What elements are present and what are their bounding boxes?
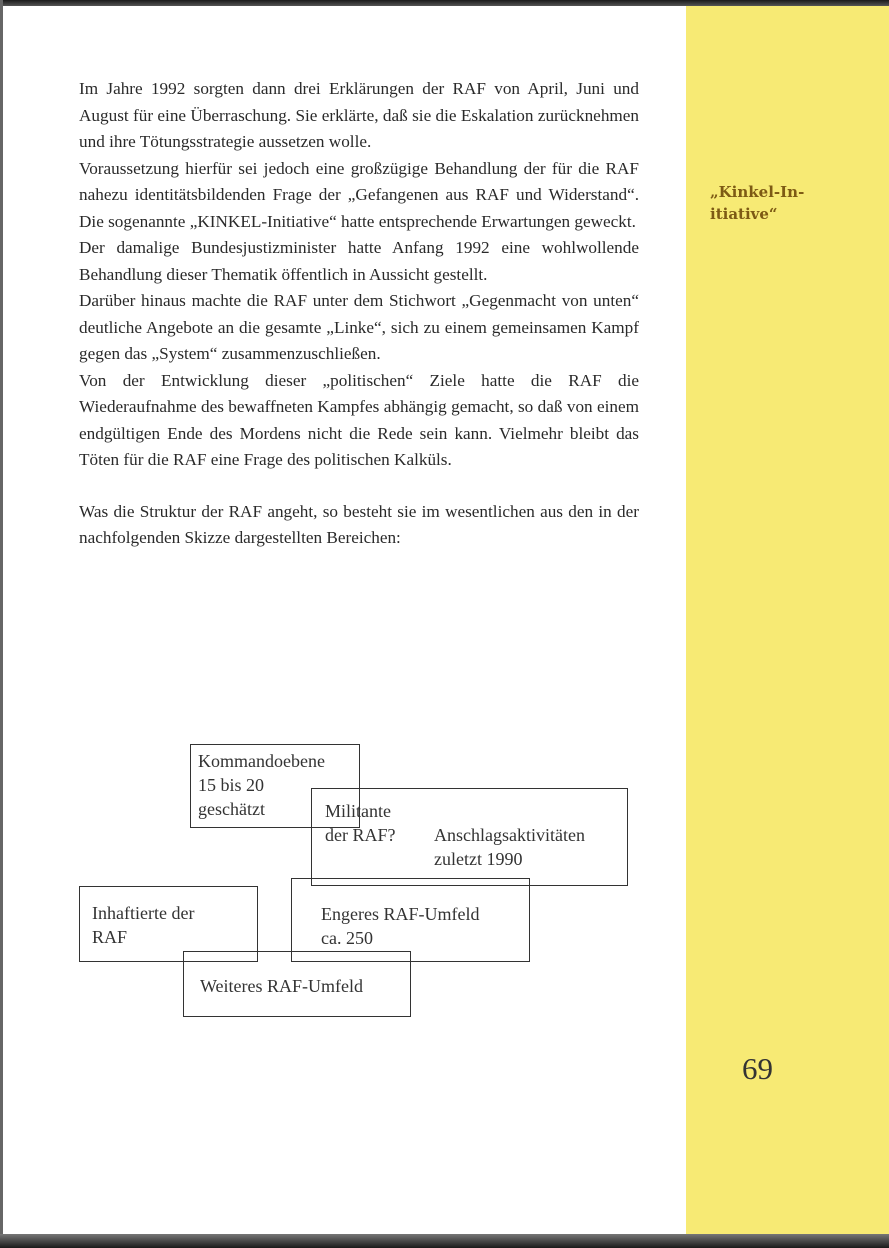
kommandoebene-line-1: Kommandoebene — [198, 751, 325, 771]
paragraph-6: Was die Struktur der RAF angeht, so besteht sie im wesentlichen aus den in der nachfolgenden Skizze dargestellten Bereichen: — [79, 501, 639, 547]
anschlag-line-2: zuletzt 1990 — [434, 849, 523, 869]
box-kommandoebene — [190, 744, 360, 828]
box-inhaftierte-der-raf — [79, 886, 258, 962]
paragraph-5: Von der Entwicklung dieser „politischen“ Ziele hatte die RAF die Wiederaufnahme des bewaffneten Kampfes abhängig gemacht, so daß von einem endgültigen Ende des Mordens nicht die Rede sein kann. Vielmehr bleibt das Töten für die RAF eine Frage des politischen Kalküls. — [79, 370, 639, 469]
box-militante-der-raf — [311, 788, 628, 886]
margin-note-kinkel-initiative: „Kinkel-Initiative“ — [710, 183, 805, 223]
engeres-line-1: Engeres RAF-Umfeld — [321, 904, 480, 924]
body-text — [79, 76, 639, 552]
anschlag-line-1: Anschlagsaktivitäten — [434, 825, 585, 845]
paragraph-3: Der damalige Bundesjustizminister hatte Anfang 1992 eine wohlwollende Behandlung dieser Thematik öffentlich in Aussicht gestellt. — [79, 238, 639, 284]
paragraph-2: Voraussetzung hierfür sei jedoch eine großzügige Behandlung der für die RAF nahezu identitätsbildenden Frage der „Gefangenen aus RAF und Widerstand“. Die sogenannte „KINKEL-Initiative“ hatte entsprechende Erwartungen geweckt. — [79, 158, 639, 231]
kommandoebene-line-2: 15 bis 20 — [198, 775, 265, 795]
inhaftierte-line-2: RAF — [92, 927, 128, 947]
left-edge-rule — [0, 0, 3, 1248]
box-weiteres-raf-umfeld — [183, 951, 411, 1017]
kommandoebene-line-3: geschätzt — [198, 799, 265, 819]
inhaftierte-line-1: Inhaftierte der — [92, 903, 195, 923]
militante-line-1: Militante — [325, 801, 391, 821]
box-engeres-raf-umfeld — [291, 878, 530, 962]
engeres-line-2: ca. 250 — [321, 928, 373, 948]
militante-line-2: der RAF? — [325, 825, 396, 845]
paragraph-4: Darüber hinaus machte die RAF unter dem Stichwort „Gegenmacht von unten“ deutliche Angebote an die gesamte „Linke“, sich zu einem gemeinsamen Kampf gegen das „System“ zusammenzuschließen. — [79, 291, 639, 363]
weiteres-line-1: Weiteres RAF-Umfeld — [200, 976, 364, 996]
paragraph-1: Im Jahre 1992 sorgten dann drei Erklärungen der RAF von April, Juni und August für eine Überraschung. Sie erklärte, daß sie die Eskalation zurücknehmen und ihre Tötungsstrategie aussetzen wolle. — [79, 79, 639, 151]
bottom-edge-rule — [0, 1234, 889, 1248]
page-number: 69 — [742, 1051, 773, 1086]
